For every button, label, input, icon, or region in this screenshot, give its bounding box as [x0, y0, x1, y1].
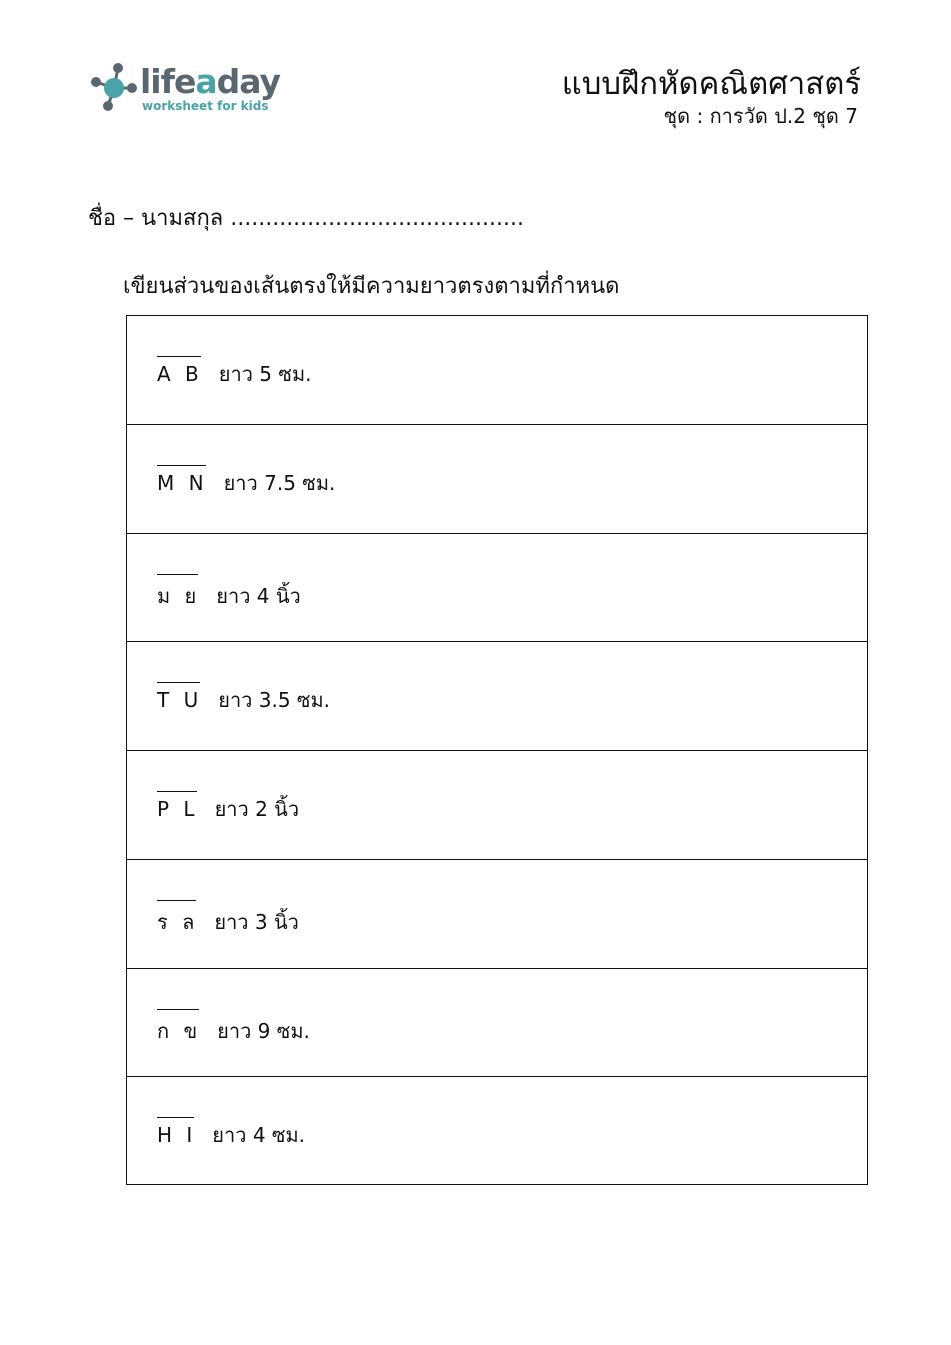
exercise-prompt	[157, 576, 301, 612]
logo-word-end: day	[216, 62, 281, 101]
length-text: ยาว 7.5 ซม.	[223, 470, 336, 495]
segment-label: ร ล	[157, 902, 198, 938]
exercise-prompt	[157, 1011, 310, 1047]
segment-label: A B	[157, 358, 203, 386]
segment-label: ก ข	[157, 1011, 201, 1047]
exercise-prompt	[157, 793, 299, 825]
logo-word-main: life	[140, 62, 196, 101]
length-text: ยาว 5 ซม.	[218, 362, 312, 386]
exercise-table	[126, 315, 868, 1185]
worksheet-title: แบบฝึกหัดคณิตศาสตร์	[561, 66, 861, 102]
logo-tagline: worksheet for kids	[142, 99, 269, 113]
name-field-line: ชื่อ – นามสกุล ..........................................	[88, 206, 524, 231]
length-text: ยาว 3.5 ซม.	[218, 688, 331, 713]
length-text: ยาว 4 ซม.	[212, 1123, 306, 1148]
segment-label: M N	[157, 467, 208, 495]
logo-wordmark	[140, 62, 280, 102]
segment-label: T U	[157, 684, 202, 712]
worksheet-subtitle: ชุด : การวัด ป.2 ชุด 7	[663, 104, 858, 128]
exercise-prompt	[157, 902, 299, 938]
logo-mark-icon	[88, 60, 140, 116]
logo	[88, 60, 288, 120]
exercise-row	[127, 860, 867, 969]
exercise-row	[127, 751, 867, 860]
logo-word-accent: a	[195, 62, 217, 101]
instruction-text: เขียนส่วนของเส้นตรงให้มีความยาวตรงตามที่กำหนด	[123, 274, 620, 299]
exercise-prompt	[157, 1119, 305, 1151]
exercise-prompt	[157, 358, 312, 390]
segment-label: P L	[157, 793, 199, 821]
exercise-row	[127, 534, 867, 643]
segment-label: H I	[157, 1119, 196, 1147]
length-text: ยาว 9 ซม.	[217, 1018, 310, 1043]
exercise-row	[127, 425, 867, 534]
exercise-row	[127, 969, 867, 1078]
length-text: ยาว 3 นิ้ว	[214, 909, 299, 934]
exercise-row	[127, 642, 867, 751]
exercise-prompt	[157, 684, 330, 716]
length-text: ยาว 2 นิ้ว	[214, 797, 300, 821]
length-text: ยาว 4 นิ้ว	[216, 583, 301, 608]
segment-label: ม ย	[157, 576, 200, 612]
exercise-prompt	[157, 467, 335, 499]
exercise-row	[127, 316, 867, 425]
exercise-row	[127, 1077, 867, 1186]
